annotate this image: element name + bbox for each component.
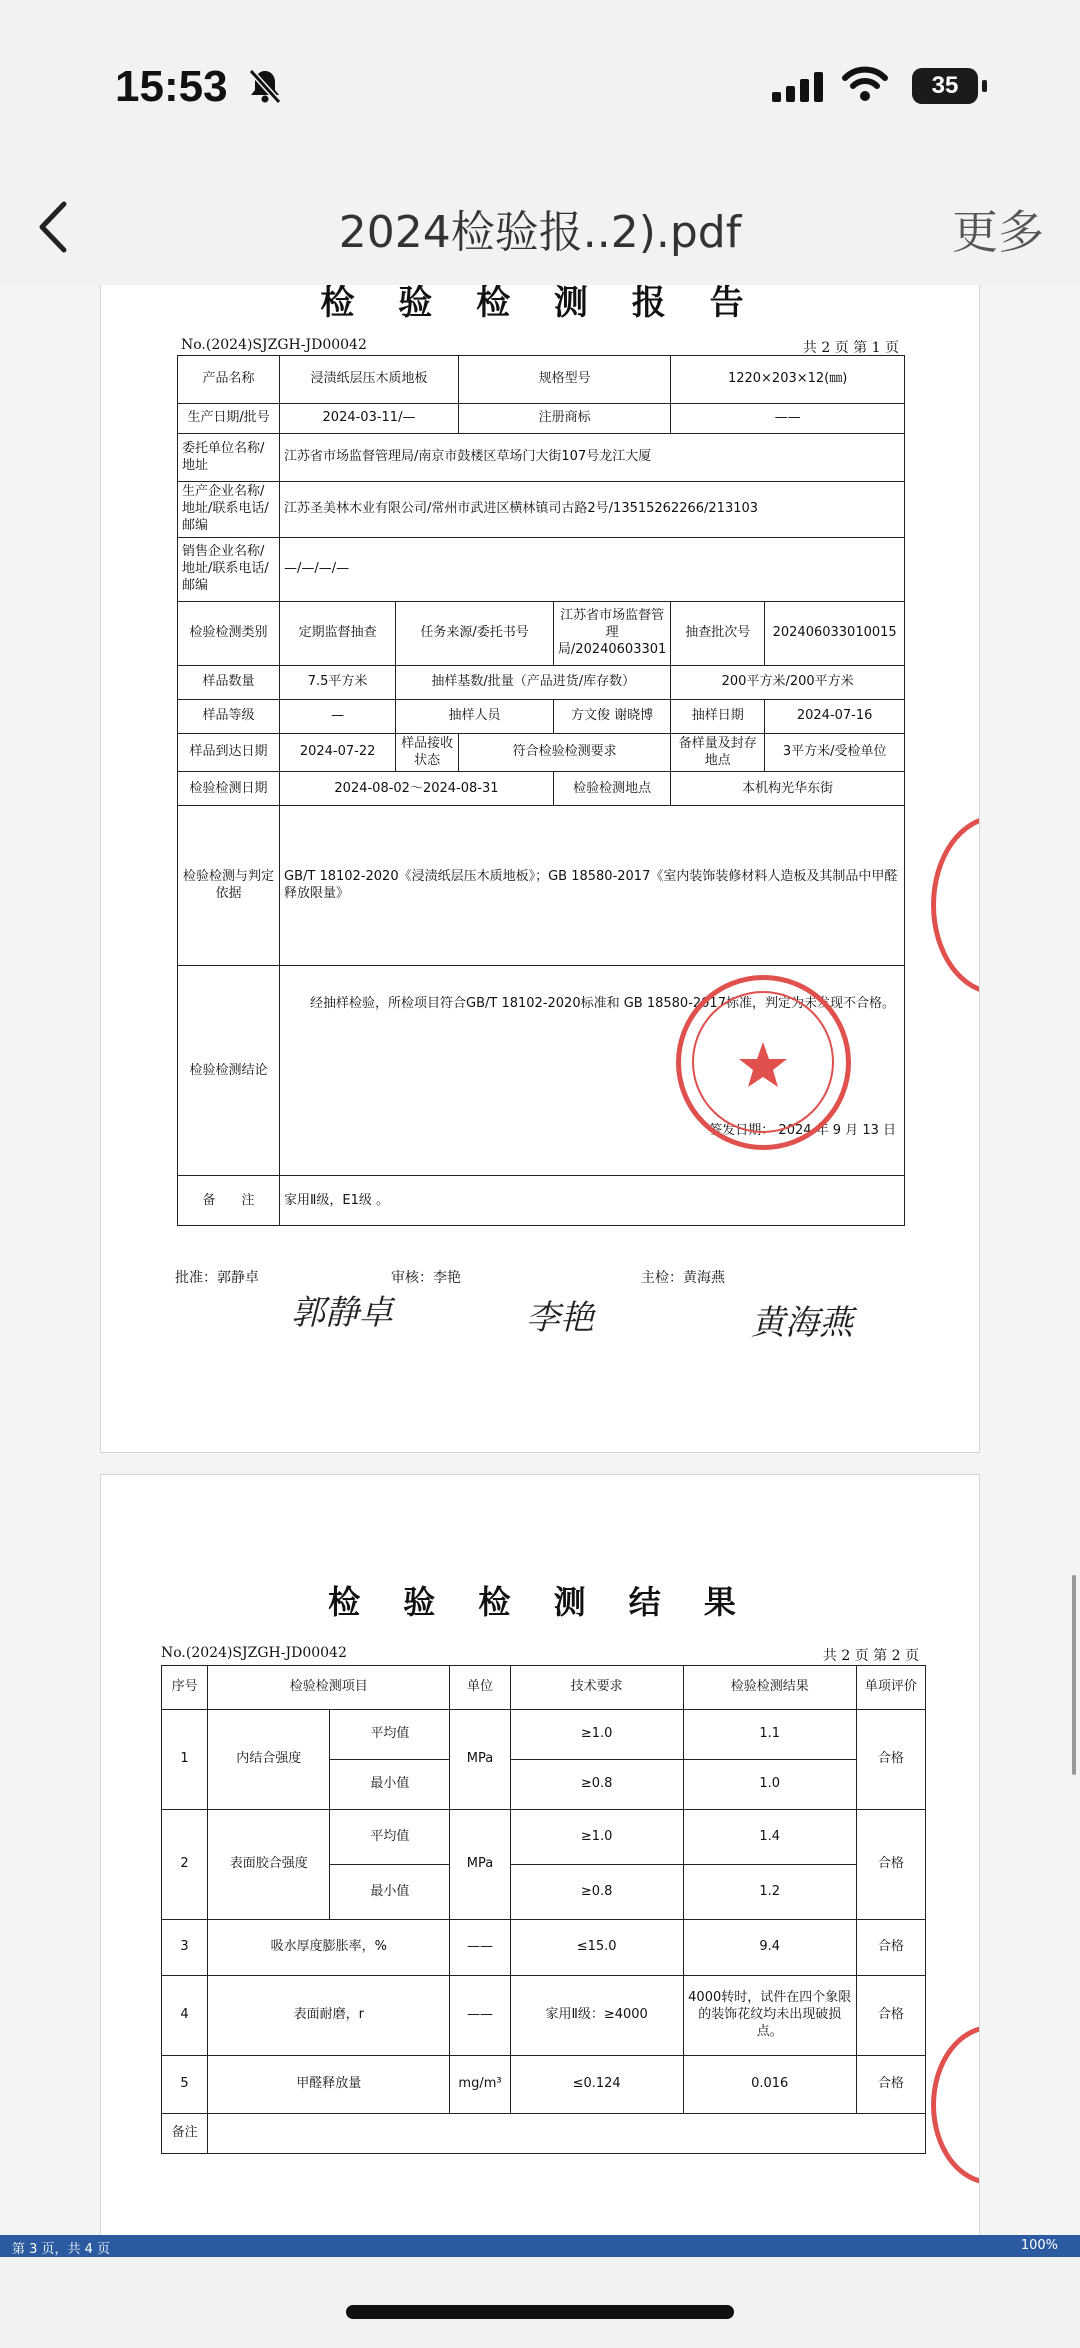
label: 抽样基数/批量（产品进货/库存数） bbox=[396, 665, 671, 699]
label: 备样量及封存地点 bbox=[671, 733, 765, 772]
seal-star-icon bbox=[681, 980, 846, 1145]
value: —/—/—/— bbox=[280, 537, 905, 601]
label: 样品数量 bbox=[178, 665, 280, 699]
value: 202406033010015 bbox=[765, 601, 905, 665]
cellular-signal-icon bbox=[772, 72, 826, 102]
header-cell: 检验检测项目 bbox=[208, 1666, 450, 1710]
table-row: 2 表面胶合强度 平均值 MPa ≥1.0 1.4 合格 bbox=[162, 1810, 926, 1865]
value: 2024-08-02～2024-08-31 bbox=[280, 772, 554, 806]
silent-bell-icon bbox=[245, 66, 285, 106]
label: 生产企业名称/地址/联系电话/邮编 bbox=[178, 482, 280, 538]
value: 2024-03-11/— bbox=[280, 404, 459, 434]
label: 检验检测类别 bbox=[178, 601, 280, 665]
back-chevron-icon[interactable] bbox=[30, 196, 76, 258]
label: 委托单位名称/地址 bbox=[178, 434, 280, 482]
more-button[interactable]: 更多 bbox=[952, 205, 1044, 259]
signature-reviewer: 李艳 bbox=[526, 1298, 594, 1338]
header-cell: 技术要求 bbox=[510, 1666, 683, 1710]
label: 检验检测与判定依据 bbox=[178, 806, 280, 966]
clock: 15:53 bbox=[115, 62, 228, 111]
report-number: No.(2024)SJZGH-JD00042 bbox=[161, 1645, 347, 1661]
value: 符合检验检测要求 bbox=[459, 733, 671, 772]
label: 检验检测日期 bbox=[178, 772, 280, 806]
label: 样品等级 bbox=[178, 699, 280, 733]
value: 浸渍纸层压木质地板 bbox=[280, 356, 459, 404]
value: 家用Ⅱ级，E1级 。 bbox=[280, 1176, 905, 1226]
value: 定期监督抽查 bbox=[280, 601, 396, 665]
battery-indicator: 35 bbox=[912, 68, 978, 104]
label: 抽样人员 bbox=[396, 699, 554, 733]
header-cell: 单位 bbox=[450, 1666, 510, 1710]
zoom-level: 100% bbox=[1020, 2238, 1058, 2253]
approver: 批准：郭静卓 bbox=[175, 1270, 259, 1286]
label: 产品名称 bbox=[178, 356, 280, 404]
value: — bbox=[280, 699, 396, 733]
table-row: 3 吸水厚度膨胀率，% —— ≤15.0 9.4 合格 bbox=[162, 1920, 926, 1976]
table-row: 5 甲醛释放量 mg/m³ ≤0.124 0.016 合格 bbox=[162, 2056, 926, 2114]
report-number: No.(2024)SJZGH-JD00042 bbox=[181, 337, 367, 353]
table-row: 1 内结合强度 平均值 MPa ≥1.0 1.1 合格 bbox=[162, 1710, 926, 1760]
document-title: 2024检验报..2).pdf bbox=[338, 207, 742, 258]
pdf-page-1 bbox=[101, 285, 979, 1452]
header-cell: 序号 bbox=[162, 1666, 208, 1710]
label: 样品到达日期 bbox=[178, 733, 280, 772]
home-indicator[interactable] bbox=[346, 2305, 734, 2319]
pdf-status-bar bbox=[0, 2235, 1080, 2257]
edge-seal bbox=[931, 815, 979, 995]
value: 方文俊 谢晓博 bbox=[553, 699, 670, 733]
label: 检验检测结论 bbox=[178, 966, 280, 1176]
table-row: 最小值 ≥0.8 1.0 bbox=[162, 1760, 926, 1810]
label: 备 注 bbox=[178, 1176, 280, 1226]
value: 江苏圣美林木业有限公司/常州市武进区横林镇司古路2号/13515262266/213103 bbox=[280, 482, 905, 538]
issue-date: 签发日期： 2024 年 9 月 13 日 bbox=[709, 1123, 896, 1139]
result-title: 检 验 检 测 结 果 bbox=[328, 1583, 752, 1621]
label: 任务来源/委托书号 bbox=[396, 601, 554, 665]
value: 江苏省市场监督管理局/20240603301 bbox=[553, 601, 670, 665]
reviewer: 审核：李艳 bbox=[391, 1270, 461, 1286]
table-row: 最小值 ≥0.8 1.2 bbox=[162, 1865, 926, 1920]
value: 江苏省市场监督管理局/南京市鼓楼区草场门大街107号龙江大厦 bbox=[280, 434, 905, 482]
value: 3平方米/受检单位 bbox=[765, 733, 905, 772]
main-inspector: 主检：黄海燕 bbox=[641, 1270, 725, 1286]
value: —— bbox=[671, 404, 905, 434]
status-bar bbox=[0, 0, 1080, 180]
report-title: 检 验 检 测 报 告 bbox=[320, 285, 760, 323]
edge-seal bbox=[931, 2025, 979, 2185]
header-cell: 检验检测结果 bbox=[683, 1666, 856, 1710]
value: 200平方米/200平方米 bbox=[671, 665, 905, 699]
label: 生产日期/批号 bbox=[178, 404, 280, 434]
label: 抽查批次号 bbox=[671, 601, 765, 665]
value: 2024-07-16 bbox=[765, 699, 905, 733]
label: 销售企业名称/地址/联系电话/邮编 bbox=[178, 537, 280, 601]
label: 注册商标 bbox=[459, 404, 671, 434]
wifi-icon bbox=[842, 66, 888, 102]
scrollbar[interactable] bbox=[1072, 1575, 1076, 1775]
label: 规格型号 bbox=[459, 356, 671, 404]
page-info: 共 2 页 第 1 页 bbox=[802, 340, 899, 356]
pdf-page-2 bbox=[101, 1475, 979, 2235]
value: 1220×203×12(㎜) bbox=[671, 356, 905, 404]
signature-inspector: 黄海燕 bbox=[751, 1303, 853, 1343]
value: 7.5平方米 bbox=[280, 665, 396, 699]
table-row: 备注 bbox=[162, 2114, 926, 2154]
label: 检验检测地点 bbox=[553, 772, 670, 806]
header-cell: 单项评价 bbox=[856, 1666, 925, 1710]
signature-approver: 郭静卓 bbox=[291, 1293, 393, 1333]
page-info: 共 2 页 第 2 页 bbox=[822, 1648, 919, 1664]
results-table bbox=[161, 1665, 926, 2154]
table-row: 4 表面耐磨，r —— 家用Ⅱ级：≥4000 4000转时，试件在四个象限的装饰花纹均未出现破损点。 合格 bbox=[162, 1976, 926, 2056]
value: 2024-07-22 bbox=[280, 733, 396, 772]
value: 本机构光华东街 bbox=[671, 772, 905, 806]
page-counter: 第 3 页，共 4 页 bbox=[12, 2242, 111, 2257]
value: GB/T 18102-2020《浸渍纸层压木质地板》；GB 18580-2017《室内装饰装修材料人造板及其制品中甲醛释放限量》 bbox=[280, 806, 905, 966]
battery-cap bbox=[982, 80, 987, 92]
label: 样品接收状态 bbox=[396, 733, 459, 772]
value: 经抽样检验，所检项目符合GB/T 18102-2020标准和 GB 18580-2017标准，判定为未发现不合格。 bbox=[310, 996, 895, 1012]
official-seal bbox=[676, 975, 851, 1150]
pdf-viewer[interactable] bbox=[0, 285, 1080, 2235]
label: 抽样日期 bbox=[671, 699, 765, 733]
